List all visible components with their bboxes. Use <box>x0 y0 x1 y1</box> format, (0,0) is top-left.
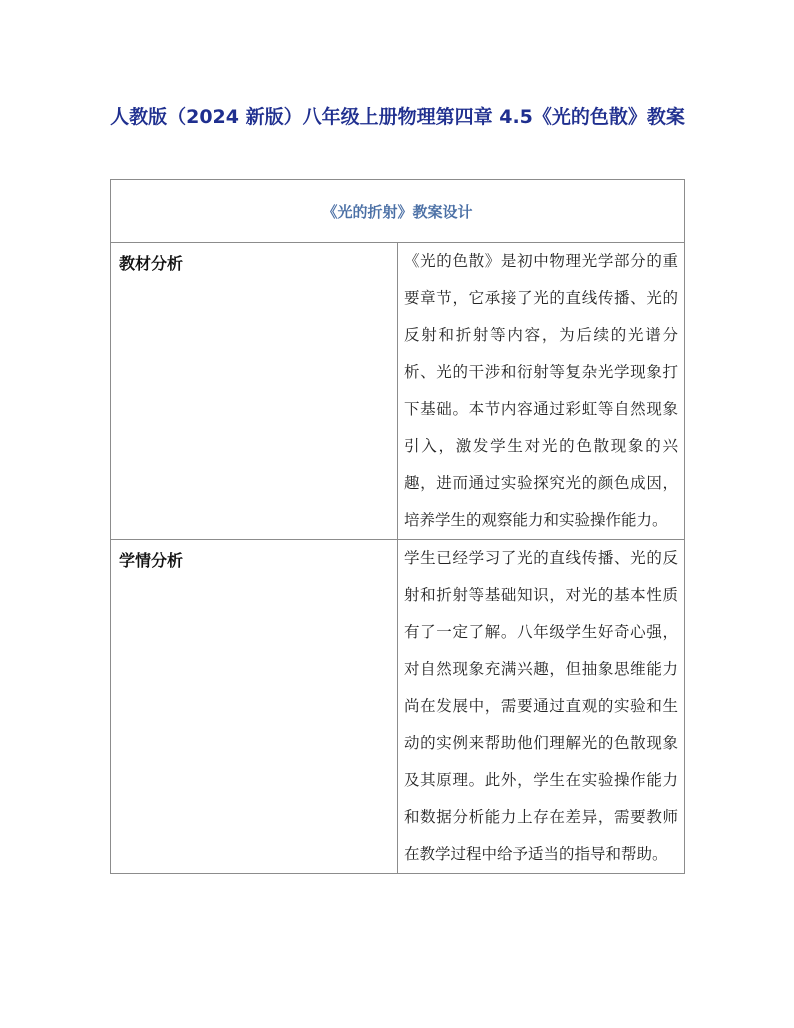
table-header-row <box>111 180 685 243</box>
row-label-textbook-analysis: 教材分析 <box>111 243 398 540</box>
document-title: 人教版（2024 新版）八年级上册物理第四章 4.5《光的色散》教案 <box>110 106 685 128</box>
table-header: 《光的折射》教案设计 <box>111 180 685 243</box>
table-row <box>111 540 685 874</box>
row-label-student-analysis: 学情分析 <box>111 540 398 874</box>
row-content-textbook-analysis: 《光的色散》是初中物理光学部分的重要章节，它承接了光的直线传播、光的反射和折射等内容，为后续的光谱分析、光的干涉和衍射等复杂光学现象打下基础。本节内容通过彩虹等自然现象引入，激发学生对光的色散现象的兴趣，进而通过实验探究光的颜色成因，培养学生的观察能力和实验操作能力。 <box>398 243 685 540</box>
row-content-student-analysis: 学生已经学习了光的直线传播、光的反射和折射等基础知识，对光的基本性质有了一定了解。八年级学生好奇心强，对自然现象充满兴趣，但抽象思维能力尚在发展中，需要通过直观的实验和生动的实例来帮助他们理解光的色散现象及其原理。此外，学生在实验操作能力和数据分析能力上存在差异，需要教师在教学过程中给予适当的指导和帮助。 <box>398 540 685 874</box>
lesson-plan-table <box>110 179 685 874</box>
table-row <box>111 243 685 540</box>
